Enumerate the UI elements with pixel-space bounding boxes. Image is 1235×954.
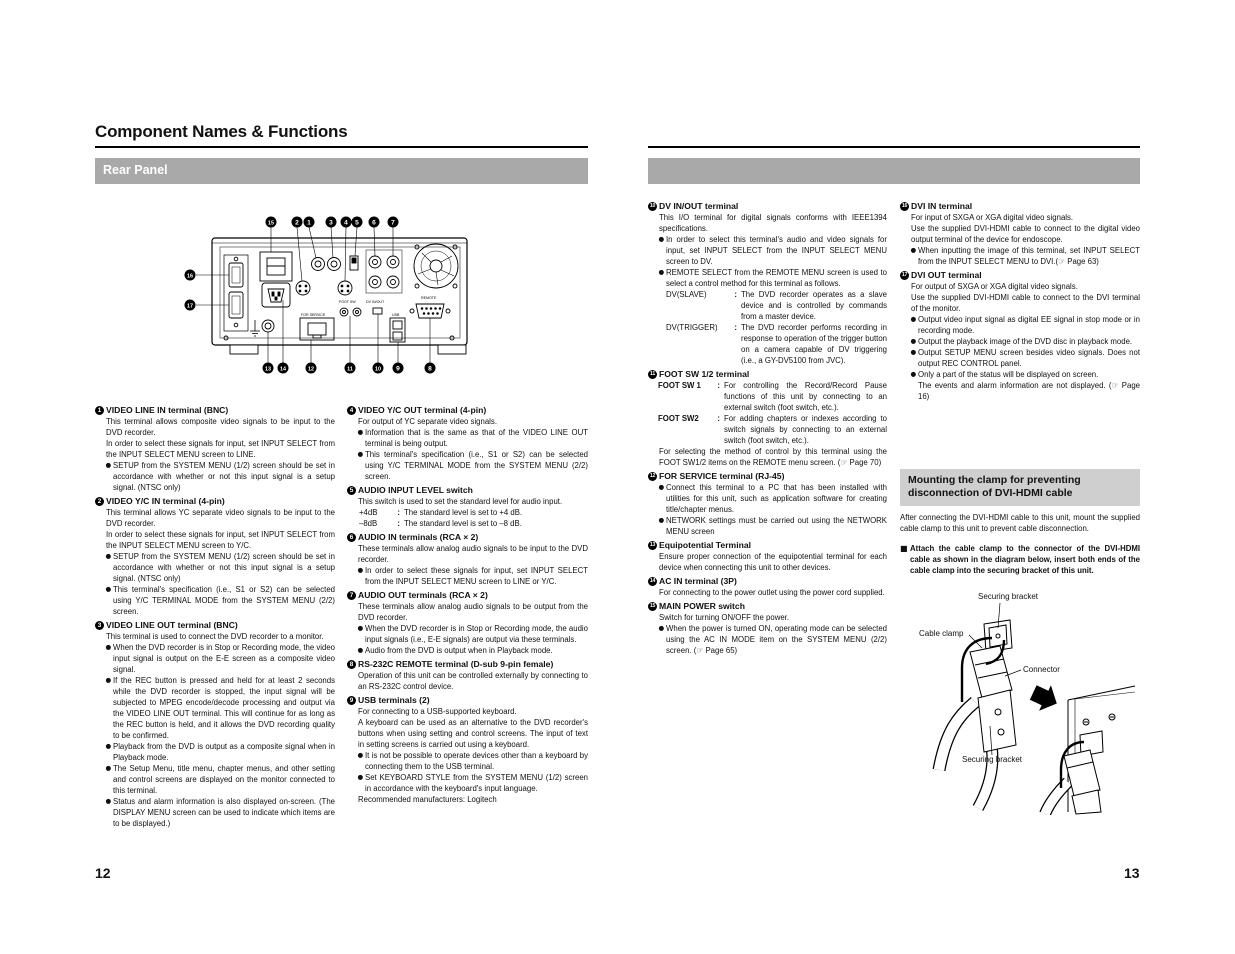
- component-number-badge: 5: [347, 486, 356, 495]
- svg-text:8: 8: [428, 365, 432, 373]
- description-text: For connecting to the power outlet using the power cord supplied.: [659, 588, 885, 597]
- component-title: VIDEO Y/C IN terminal (4-pin): [106, 496, 225, 506]
- component-number-badge: 4: [347, 406, 356, 415]
- bullet-item: ● Connect this terminal to a PC that has been installed with utilities for this unit, such as application software for creating title/chapter menus.: [648, 482, 887, 515]
- description-text: Operation of this unit can be controlled externally by connecting to an RS-232C control device.: [358, 671, 588, 691]
- bullet-item: ● SETUP from the SYSTEM MENU (1/2) screen should be set in accordance with whether or not this input signal is a setup signal. (NTSC only): [95, 460, 335, 493]
- svg-text:12: 12: [308, 366, 314, 373]
- connector-right: [1064, 750, 1101, 814]
- component-entry-15: [648, 600, 887, 656]
- svg-text:5: 5: [355, 219, 359, 227]
- bullet-item: ● It is not be possible to operate devices other than a keyboard by connecting them to the USB terminal.: [347, 750, 588, 772]
- component-number-badge: 8: [347, 660, 356, 669]
- svg-text:16: 16: [187, 273, 193, 280]
- bullet-item: ● This terminal's specification (i.e., S1 or S2) can be selected using Y/C TERMINAL MODE from the SYSTEM MENU (2/2) screen.: [95, 584, 335, 617]
- foot-left: [230, 345, 258, 354]
- description-text: Recommended manufacturers: Logitech: [358, 795, 497, 804]
- svg-text:2: 2: [295, 219, 299, 227]
- description-text: These terminals allow analog audio signals to be input to the DVD recorder.: [358, 544, 588, 564]
- bullet-item: ● When inputting the image of this terminal, set INPUT SELECT from the INPUT SELECT MENU to DVI.(☞ Page 63): [900, 245, 1140, 267]
- panel-label-for-service: FOR SERVICE: [301, 313, 326, 317]
- panel-label-dv: DV IN/OUT: [366, 300, 385, 304]
- section-bar-left: [95, 158, 588, 184]
- definition-row: [347, 507, 588, 518]
- definition-text: For adding chapters or indexes according to switch signals by connecting to an external switch (foot switch, etc.).: [724, 414, 887, 445]
- description-text: For output of YC separate video signals.: [358, 417, 497, 426]
- component-heading: [648, 539, 887, 551]
- description-text: For input of SXGA or XGA digital video signals.: [911, 213, 1074, 222]
- bullet-item: ● Output video input signal as digital EE signal in stop mode or in recording mode.: [900, 314, 1140, 336]
- description-text: This terminal allows composite video signals to be input to the DVD recorder.: [106, 417, 335, 437]
- bullet-item: ● Output the playback image of the DVD disc in playback mode.: [900, 336, 1140, 347]
- component-entry-1: [95, 404, 335, 493]
- foot-right: [438, 345, 466, 354]
- panel-label-usb: USB: [392, 313, 400, 317]
- clamp-heading-line-2: disconnection of DVI-HDMI cable: [908, 487, 1073, 499]
- definition-term: DV(SLAVE) :: [666, 289, 741, 322]
- component-number-badge: 11: [648, 370, 657, 379]
- svg-text:14: 14: [280, 366, 286, 373]
- component-title: AUDIO INPUT LEVEL switch: [358, 485, 473, 495]
- component-heading: [347, 694, 588, 706]
- description-text: Switch for turning ON/OFF the power.: [659, 613, 789, 622]
- callout-15: [266, 217, 277, 228]
- svg-text:17: 17: [187, 303, 193, 310]
- bullet-item: ● When the DVD recorder is in Stop or Recording mode, the video input signal is output on the E-E screen as a composite video signal.: [95, 642, 335, 675]
- component-heading: [347, 589, 588, 601]
- description-text: Ensure proper connection of the equipotential terminal for each device when connecting this unit to other devices.: [659, 552, 887, 572]
- component-number-badge: 15: [649, 602, 656, 609]
- component-title: DV IN/OUT terminal: [659, 201, 739, 211]
- component-heading: [648, 200, 887, 212]
- bullet-item: ● SETUP from the SYSTEM MENU (1/2) screen should be set in accordance with whether or not this input signal is a setup signal. (NTSC only): [95, 551, 335, 584]
- component-title: VIDEO Y/C OUT terminal (4-pin): [358, 405, 487, 415]
- component-entry-5: [347, 484, 588, 529]
- component-title: DVI IN terminal: [911, 201, 973, 211]
- description-text: For selecting the method of control by this terminal using the FOOT SW1/2 items on the REMOTE menu screen. (☞ Page 70): [659, 447, 887, 467]
- component-number-badge: 10: [649, 202, 656, 209]
- svg-text:13: 13: [265, 366, 271, 373]
- component-title: VIDEO LINE OUT terminal (BNC): [106, 620, 238, 630]
- cable-right: [1045, 782, 1068, 814]
- page-title: Component Names & Functions: [95, 122, 348, 141]
- callout-17: [185, 300, 196, 311]
- bullet-continuation: The events and alarm information are not displayed. (☞ Page 16): [918, 381, 1140, 401]
- component-heading: [347, 531, 588, 543]
- bullet-item: ● Audio from the DVD is output when in Playback mode.: [347, 645, 588, 656]
- component-entry-13: [648, 539, 887, 573]
- bullet-item: ● NETWORK settings must be carried out using the NETWORK MENU screen: [648, 515, 887, 537]
- component-title: DVI OUT terminal: [911, 270, 982, 280]
- svg-text:6: 6: [372, 219, 376, 227]
- callout-2: [292, 217, 303, 228]
- bullet-item: ● Playback from the DVD is output as a composite signal when in Playback mode.: [95, 741, 335, 763]
- component-entry-11: [648, 368, 887, 468]
- description-text: Use the supplied DVI-HDMI cable to connect to the digital video output terminal of the device for endoscope.: [911, 224, 1140, 244]
- svg-text:1: 1: [307, 219, 311, 227]
- definition-term: DV(TRIGGER) :: [666, 322, 741, 366]
- bullet-item: ● Output SETUP MENU screen besides video signals. Does not output REC CONTROL panel.: [900, 347, 1140, 369]
- component-entry-6: [347, 531, 588, 587]
- description-text: This switch is used to set the standard level for audio input.: [358, 497, 563, 506]
- component-heading: [95, 495, 335, 507]
- component-entry-12: [648, 470, 887, 537]
- callout-10: [373, 363, 384, 374]
- definition-row: [648, 413, 887, 446]
- callout-1: [304, 217, 315, 228]
- definition-text: The DVD recorder performs recording in response to operation of the trigger button on a camera capable of DV triggering (i.e., a GY-DV5100 from JVC).: [741, 323, 887, 365]
- component-number-badge: 2: [95, 497, 104, 506]
- description-text: In order to select these signals for input, set INPUT SELECT from the INPUT SELECT MENU screen to Y/C.: [106, 530, 335, 550]
- svg-text:9: 9: [396, 365, 400, 373]
- component-heading: [648, 368, 887, 380]
- component-heading: [95, 404, 335, 416]
- definition-text: The DVD recorder operates as a slave device and is controlled by commands from a master device.: [741, 290, 887, 321]
- description-text: This terminal is used to connect the DVD recorder to a monitor.: [106, 632, 324, 641]
- component-number-badge: 16: [901, 202, 908, 209]
- component-entry-4: [347, 404, 588, 482]
- component-heading: [347, 404, 588, 416]
- component-entry-7: [347, 589, 588, 656]
- svg-text:15: 15: [268, 220, 274, 227]
- component-title: RS-232C REMOTE terminal (D-sub 9-pin female): [358, 659, 554, 669]
- bullet-item: ● In order to select these signals for input, set INPUT SELECT from the INPUT SELECT MENU screen to LINE or Y/C.: [347, 565, 588, 587]
- description-text: A keyboard can be used as an alternative to the DVD recorder's buttons when using setting and control screens. The input of text in setting screens is carried out using a keyboard.: [358, 718, 588, 749]
- definition-text: For controlling the Record/Record Pause functions of this unit by connecting to an external switch (foot switch, etc.).: [724, 381, 887, 412]
- bullet-item: ● Only a part of the status will be displayed on screen.: [900, 369, 1140, 380]
- section-title: Rear Panel: [103, 163, 168, 177]
- clamp-intro-text: After connecting the DVI-HDMI cable to this unit, mount the supplied cable clamp to this unit to prevent cable disconnection.: [900, 513, 1140, 533]
- callout-11: [345, 363, 356, 374]
- component-number-badge: 13: [649, 541, 656, 548]
- callout-16: [185, 270, 196, 281]
- component-entry-3: [95, 619, 335, 829]
- component-entry-16: [900, 200, 1140, 267]
- component-heading: [347, 484, 588, 496]
- component-title: Equipotential Terminal: [659, 540, 751, 550]
- svg-text:11: 11: [347, 366, 353, 373]
- bullet-item: ● If the REC button is pressed and held for at least 2 seconds while the DVD recorder is stopped, the input signal will be subjected to MPEG encode/decode processing and output via the VIDEO LINE OUT terminal. This will continue for as long as the REC button is held, and it allows the DVD recording quality to be confirmed.: [95, 675, 335, 741]
- definition-text: The standard level is set to –8 dB.: [404, 519, 522, 528]
- component-entry-8: [347, 658, 588, 692]
- svg-text:3: 3: [329, 219, 333, 227]
- svg-text:10: 10: [375, 366, 381, 373]
- label-securing-bracket-top: Securing bracket: [978, 592, 1039, 601]
- panel-body: [212, 238, 467, 345]
- component-title: VIDEO LINE IN terminal (BNC): [106, 405, 229, 415]
- component-heading: [648, 575, 887, 587]
- definition-row: [648, 322, 887, 366]
- definition-text: The standard level is set to +4 dB.: [404, 508, 523, 517]
- callout-13: [263, 363, 274, 374]
- component-heading: [95, 619, 335, 631]
- callout-12: [306, 363, 317, 374]
- component-entry-2: [95, 495, 335, 617]
- left-column-1: [95, 402, 335, 830]
- bullet-item: ● This terminal's specification (i.e., S1 or S2) can be selected using Y/C TERMINAL MODE from the SYSTEM MENU (2/2) screen.: [347, 449, 588, 482]
- callout-6: [369, 217, 380, 228]
- component-number-badge: 12: [649, 472, 656, 479]
- description-text: This I/O terminal for digital signals conforms with IEEE1394 specifications.: [659, 213, 887, 233]
- definition-term: FOOT SW 1 :: [658, 380, 724, 413]
- bullet-item: ● Status and alarm information is also displayed on-screen. (The DISPLAY MENU screen can be used to indicate which items are to be displayed.): [95, 796, 335, 829]
- label-securing-bracket-bottom: Securing bracket: [962, 755, 1023, 764]
- component-entry-17: [900, 269, 1140, 402]
- callout-9: [393, 363, 404, 374]
- bullet-item: ● When the DVD recorder is in Stop or Recording mode, the audio input signals (i.e., E-E signals) are output via these terminals.: [347, 623, 588, 645]
- section-bar-right: [648, 158, 1140, 184]
- cable-clamp-illustration: [900, 585, 1140, 815]
- description-text: In order to select these signals for input, set INPUT SELECT from the INPUT SELECT MENU screen to LINE.: [106, 439, 335, 459]
- svg-text:4: 4: [344, 219, 348, 227]
- component-heading: [900, 269, 1140, 281]
- component-number-badge: 3: [95, 621, 104, 630]
- bullet-item: ● Information that is the same as that of the VIDEO LINE OUT terminal is being output.: [347, 427, 588, 449]
- definition-term: +4dB :: [359, 507, 404, 518]
- component-title: AUDIO IN terminals (RCA × 2): [358, 532, 479, 542]
- component-number-badge: 14: [649, 577, 656, 584]
- component-number-badge: 1: [95, 406, 104, 415]
- callout-7: [388, 217, 399, 228]
- component-title: USB terminals (2): [358, 695, 430, 705]
- panel-label-foot-sw: FOOT SW: [339, 300, 356, 304]
- definition-row: [347, 518, 588, 529]
- bullet-item: ● The Setup Menu, title menu, chapter menus, and other setting and control screens are displayed on the monitor connected to this terminal.: [95, 763, 335, 796]
- component-title: FOOT SW 1/2 terminal: [659, 369, 750, 379]
- component-heading: [347, 658, 588, 670]
- label-cable-clamp: Cable clamp: [919, 629, 964, 638]
- description-text: These terminals allow analog audio signals to be output from the DVD recorder.: [358, 602, 588, 622]
- callout-3: [326, 217, 337, 228]
- svg-text:7: 7: [391, 219, 395, 227]
- component-heading: [648, 470, 887, 482]
- arrow-icon: [1027, 680, 1062, 716]
- callout-5: [352, 217, 363, 228]
- rear-panel-diagram: [180, 210, 480, 380]
- panel-label-remote: REMOTE: [421, 296, 437, 300]
- right-column-2: [900, 198, 1140, 403]
- description-text: For output of SXGA or XGA digital video signals.: [911, 282, 1078, 291]
- component-entry-10: [648, 200, 887, 366]
- component-title: MAIN POWER switch: [659, 601, 745, 611]
- label-connector: Connector: [1023, 665, 1060, 674]
- component-heading: [648, 600, 887, 612]
- component-title: AUDIO OUT terminals (RCA × 2): [358, 590, 488, 600]
- callout-4: [341, 217, 352, 228]
- component-title: FOR SERVICE terminal (RJ-45): [659, 471, 785, 481]
- left-column-2: [347, 402, 588, 806]
- definition-row: [648, 380, 887, 413]
- title-rule-right: [648, 146, 1140, 148]
- component-number-badge: 9: [347, 696, 356, 705]
- right-column-1: [648, 198, 887, 657]
- bullet-item: ● Set KEYBOARD STYLE from the SYSTEM MENU (1/2) screen in accordance with the keyboard's input language.: [347, 772, 588, 794]
- definition-term: FOOT SW2 :: [658, 413, 724, 446]
- component-title: AC IN terminal (3P): [659, 576, 737, 586]
- component-number-badge: 7: [347, 591, 356, 600]
- definition-row: [648, 289, 887, 322]
- description-text: Use the supplied DVI-HDMI cable to connect to the DVI terminal of the monitor.: [911, 293, 1140, 313]
- callout-14: [278, 363, 289, 374]
- callout-8: [425, 363, 436, 374]
- page-number-right: 13: [1124, 865, 1140, 881]
- definition-term: –8dB :: [359, 518, 404, 529]
- component-number-badge: 17: [901, 271, 908, 278]
- bullet-item: ● REMOTE SELECT from the REMOTE MENU screen is used to select a control method for this terminal as follows.: [648, 267, 887, 289]
- component-entry-14: [648, 575, 887, 598]
- clamp-instruction: ■ Attach the cable clamp to the connector of the DVI-HDMI cable as shown in the diagram below, insert both ends of the cable clamp into the securing bracket of this unit.: [900, 543, 1140, 576]
- bullet-item: ● When the power is turned ON, operating mode can be selected using the AC IN MODE item on the SYSTEM MENU (2/2) screen. (☞ Page 65): [648, 623, 887, 656]
- clamp-heading-line-1: Mounting the clamp for preventing: [908, 474, 1081, 486]
- clamp-section-heading: [900, 469, 1140, 506]
- bullet-item: ● In order to select this terminal's audio and video signals for input, set INPUT SELECT from the INPUT SELECT MENU screen to DV.: [648, 234, 887, 267]
- title-rule-left: [95, 146, 588, 148]
- component-heading: [900, 200, 1140, 212]
- page-number-left: 12: [95, 865, 111, 881]
- component-entry-9: [347, 694, 588, 805]
- description-text: For connecting to a USB-supported keyboard.: [358, 707, 517, 716]
- component-number-badge: 6: [347, 533, 356, 542]
- description-text: This terminal allows YC separate video signals to be input to the DVD recorder.: [106, 508, 335, 528]
